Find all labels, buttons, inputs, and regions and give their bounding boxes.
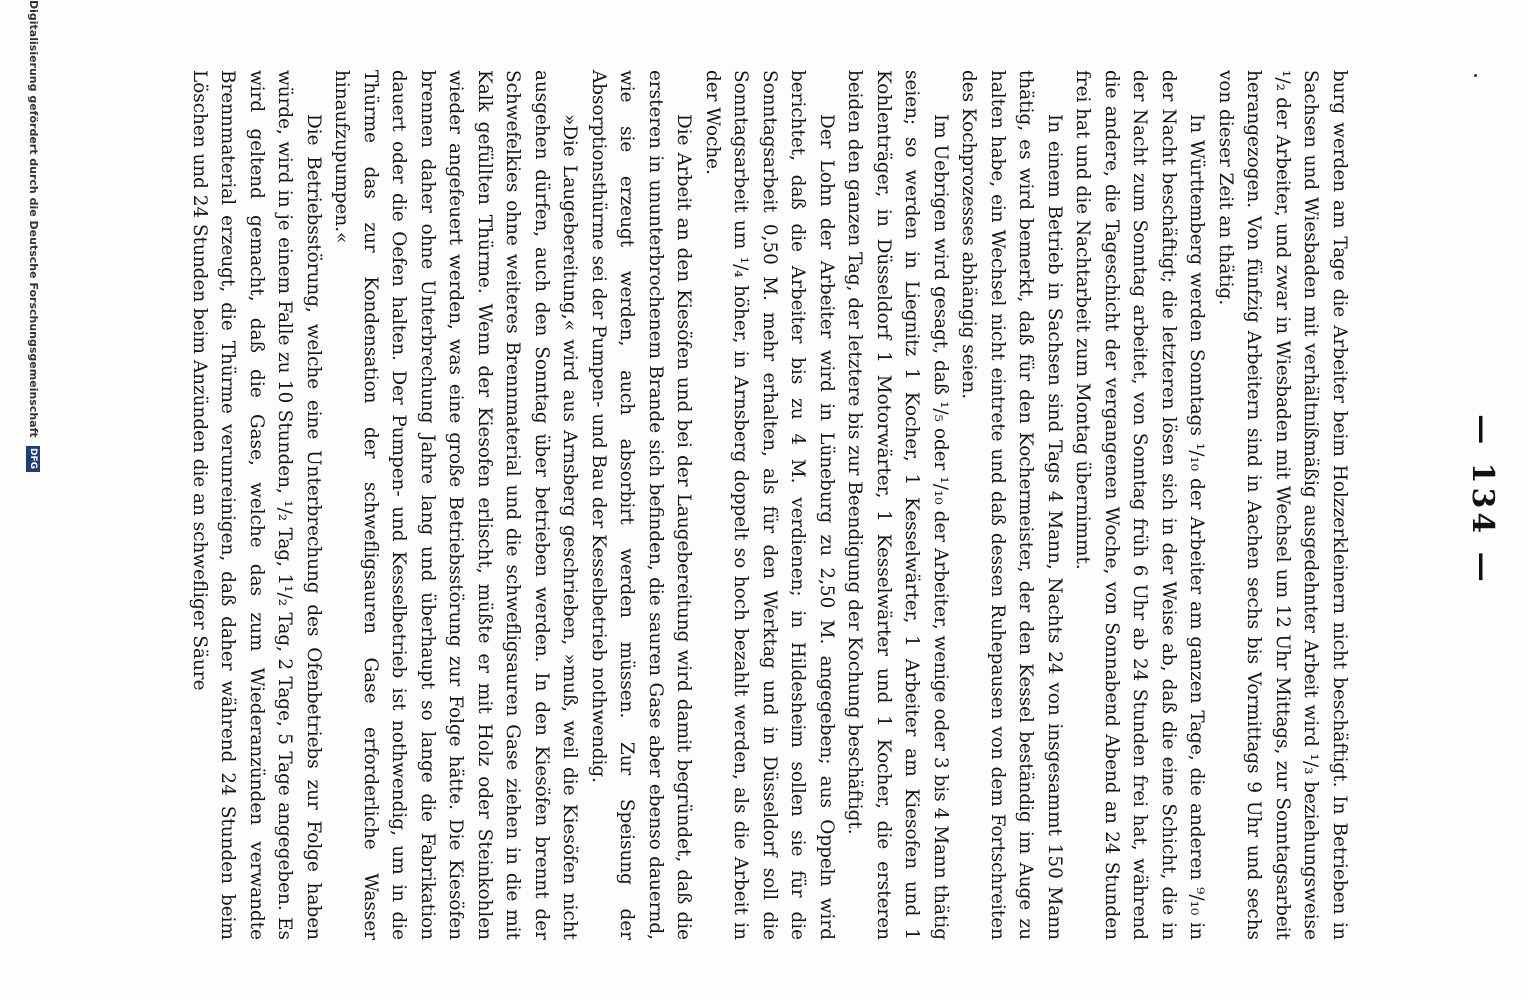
digitization-footer (26, 0, 40, 1000)
dfg-logo: DFG (26, 446, 40, 472)
paragraph: Im Uebrigen wird gesagt, daß ¹/₅ oder ¹/₁₀ der Arbeiter, wenige oder 3 bis 4 Mann thätig seien; so werden in Liegnitz 1 Kocher, 1 Kesselwärter, 1 Arbeiter am Kiesofen und 1 Kohlenträger, in Düsseldorf 1 Motorwärter, 1 Kesselwärter und 1 Kocher, die ersteren beiden den ganzen Tag, der letztere bis zur Beendigung der Kochung beschäftigt. (844, 70, 951, 940)
body-text (185, 70, 1354, 940)
paragraph: burg werden am Tage die Arbeiter beim Holzzerkleinern nicht beschäftigt. In Betrieben in Sachsen und Wiesbaden mit verhältnißmäßig ausgedehnter Arbeit wird ¹/₃ beziehungsweise ¹/₂ der Arbeiter, und zwar in Wiesbaden mit Wechsel um 12 Uhr Mittags, zur Sonntagsarbeit herangezogen. Von fünfzig Arbeitern sind in Aachen sechs bis Vormittags 9 Uhr und sechs von dieser Zeit an thätig. (1215, 70, 1350, 940)
paragraph: In Württemberg werden Sonntags ¹/₁₀ der Arbeiter am ganzen Tage, die anderen ⁹/₁₀ in der Nacht beschäftigt; die letzteren lösen sich in der Weise ab, daß die eine Schicht, die in der Nacht zum Sonntag arbeitet, von Sonntag früh 6 Uhr ab 24 Stunden frei hat, während die andere, die Tageschicht der vergangenen Woche, von Sonnabend Abend an 24 Stunden frei hat und die Nachtarbeit zum Montag übernimmt. (1072, 70, 1208, 940)
paragraph: »Die Laugebereitung,« wird aus Arnsberg geschrieben, »muß, weil die Kiesöfen nicht ausgehen dürfen, auch den Sonntag über betrieben werden. In den Kiesöfen brennt der Schwefelkies ohne weiteres Brennmaterial und die schwefligsauren Gase ziehen in die mit Kalk gefüllten Thürme. Wenn der Kiesofen erlischt, müßte er mit Holz oder Steinkohlen wieder angefeuert werden, was eine große Betriebsstörung zur Folge hätte. Die Kiesöfen brennen daher ohne Unterbrechung Jahre lang und überhaupt so lange die Fabrikation dauert oder die Oefen halten. Der Pumpen- und Kesselbetrieb ist nothwendig, um in die Thürme das zur Kondensation der schwefligsauren Gase erforderliche Wasser hinaufzupumpen.« (331, 70, 581, 940)
footer-text: Digitalisierung gefördert durch die Deutsche Forschungsgemeinschaft (27, 0, 40, 438)
paragraph: Die Arbeit an den Kiesöfen und bei der Laugebereitung wird damit begründet, daß die ersteren in ununterbrochenem Brande sich befinden, die sauren Gase aber ebenso dauernd, wie sie erzeugt werden, auch absorbirt werden müssen. Zur Speisung der Absorptionsthürme sei der Pumpen- und Bau der Kesselbetrieb nothwendig. (588, 70, 695, 940)
paragraph: Die Betriebsstörung, welche eine Unterbrechung des Ofenbetriebs zur Folge haben würde, wird in je einem Falle zu 10 Stunden, ¹/₂ Tag, 1¹/₂ Tag, 2 Tage, 5 Tage angegeben. Es wird geltend gemacht, daß die Gase, welche das zum Wiederanzünden verwandte Brennmaterial erzeugt, die Thürme verunreinigen, daß daher während 24 Stunden beim Löschen und 24 Stunden beim Anzünden die an schwefliger Säure (189, 70, 324, 940)
paragraph: Der Lohn der Arbeiter wird in Lüneburg zu 2,50 M. angegeben; aus Oppeln wird berichtet, daß die Arbeiter bis zu 4 M. verdienen; in Hildesheim sollen sie für die Sonntagsarbeit 0,50 M. mehr erhalten, als für den Werktag und in Düsseldorf soll die Sonntagsarbeit um ¹/₄ höher, in Arnsberg doppelt so hoch bezahlt werden, als die Arbeit in der Woche. (702, 70, 837, 940)
paragraph: In einem Betrieb in Sachsen sind Tags 4 Mann, Nachts 24 von insgesammt 150 Mann thätig, es wird bemerkt, daß für den Kochermeister, der den Kessel beständig im Auge zu halten habe, ein Wechsel nicht eintrete und daß dessen Ruhepausen von dem Fortschreiten des Kochprozesses abhängig seien. (958, 70, 1065, 940)
page-number: — 134 — (1465, 414, 1500, 586)
